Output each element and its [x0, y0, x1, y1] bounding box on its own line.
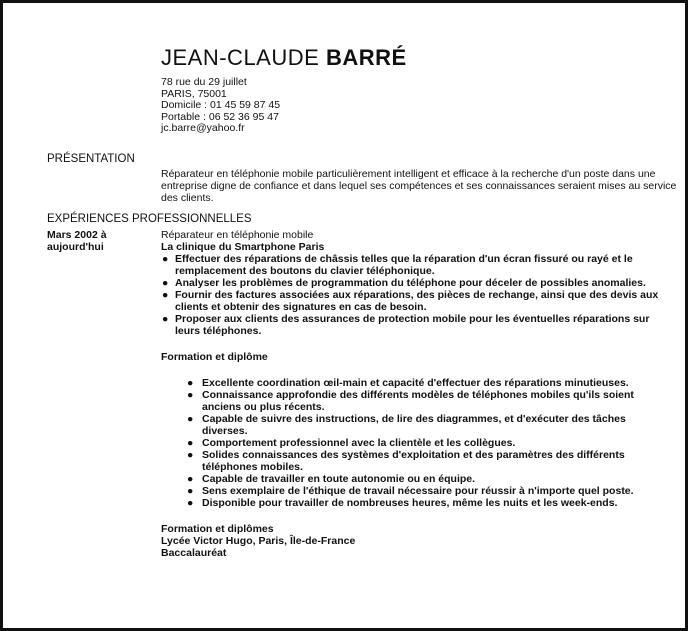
list-item — [187, 473, 642, 485]
list-item — [161, 289, 671, 313]
list-item — [187, 497, 642, 509]
experience-heading: EXPÉRIENCES PROFESSIONNELLES — [47, 213, 252, 225]
skills-list — [161, 377, 671, 509]
address-street: 78 rue du 29 juillet — [161, 76, 247, 88]
job-date-end: aujourd'hui — [47, 241, 104, 253]
list-item — [187, 413, 642, 437]
contact-block — [161, 77, 280, 135]
skill-text: Comportement professionnel avec la clientèle et les collègues. — [202, 437, 516, 449]
job-title: Réparateur en téléphonie mobile — [161, 229, 314, 241]
task-text: Proposer aux clients des assurances de protection mobile pour les éventuelles réparations sur leurs téléphones. — [175, 313, 650, 337]
list-item — [187, 377, 642, 389]
address-city: PARIS, 75001 — [161, 87, 227, 100]
experience-entry — [161, 229, 671, 559]
presentation-heading: PRÉSENTATION — [47, 153, 135, 165]
task-text: Effectuer des réparations de châssis telles que la réparation d'un écran fissuré ou rayé et le remplacement des boutons du clavier téléphonique. — [175, 253, 633, 277]
list-item — [187, 485, 642, 497]
job-date-start: Mars 2002 à — [47, 229, 107, 241]
task-text: Analyser les problèmes de programmation du téléphone pour déceler de possibles anomalies. — [175, 277, 646, 289]
skill-text: Capable de travailler en toute autonomie ou en équipe. — [202, 473, 476, 485]
company-name: La clinique du Smartphone Paris — [161, 241, 325, 253]
skill-text: Capable de suivre des instructions, de lire des diagrammes, et d'exécuter des tâches diverses. — [202, 413, 626, 437]
bullet-icon: ● — [187, 389, 194, 401]
last-name: BARRÉ — [325, 45, 407, 70]
bullet-icon: ● — [162, 313, 169, 325]
bullet-icon: ● — [187, 485, 194, 497]
email: jc.barre@yahoo.fr — [161, 122, 245, 135]
bullet-icon: ● — [162, 277, 169, 289]
bullet-icon: ● — [187, 497, 194, 509]
list-item — [187, 449, 642, 473]
phone-home: Domicile : 01 45 59 87 45 — [161, 99, 281, 112]
bullet-icon: ● — [187, 413, 194, 425]
first-name: JEAN-CLAUDE — [161, 45, 320, 70]
bullet-icon: ● — [162, 253, 169, 265]
skill-text: Connaissance approfondie des différents modèles de téléphones mobiles qu'ils soient anciens ou plus récents. — [202, 389, 634, 413]
bullet-icon: ● — [187, 377, 194, 389]
skill-text: Sens exemplaire de l'éthique de travail nécessaire pour réussir à n'importe quel poste. — [202, 485, 634, 497]
school-name: Lycée Victor Hugo, Paris, Île-de-France — [161, 535, 356, 547]
list-item — [161, 313, 671, 337]
task-list — [161, 253, 671, 337]
bullet-icon: ● — [162, 289, 169, 301]
candidate-name — [161, 45, 407, 71]
skills-title: Formation et diplôme — [161, 351, 268, 363]
education-block — [161, 523, 671, 559]
skill-text: Disponible pour travailler de nombreuses heures, même les nuits et les week-ends. — [202, 497, 618, 509]
list-item — [187, 389, 642, 413]
education-title: Formation et diplômes — [161, 523, 274, 535]
bullet-icon: ● — [187, 473, 194, 485]
presentation-text: Réparateur en téléphonie mobile particulièrement intelligent et efficace à la recherche d'un poste dans une entreprise digne de confiance et dans lequel ses compétences et ses connaissances seraient mises au service des clients. — [161, 168, 677, 204]
job-dates — [47, 229, 107, 253]
bullet-icon: ● — [187, 449, 194, 461]
degree-name: Baccalauréat — [161, 547, 227, 559]
phone-mobile: Portable : 06 52 36 95 47 — [161, 110, 279, 123]
list-item — [161, 253, 671, 277]
bullet-icon: ● — [187, 437, 194, 449]
skill-text: Solides connaissances des systèmes d'exploitation et des paramètres des différents téléphones mobiles. — [202, 449, 625, 473]
list-item — [161, 277, 671, 289]
list-item — [187, 437, 642, 449]
skill-text: Excellente coordination œil-main et capacité d'effectuer des réparations minutieuses. — [202, 377, 629, 389]
task-text: Fournir des factures associées aux réparations, des pièces de rechange, ainsi que des devis aux clients et obtenir des signatures en cas de besoin. — [175, 289, 659, 313]
